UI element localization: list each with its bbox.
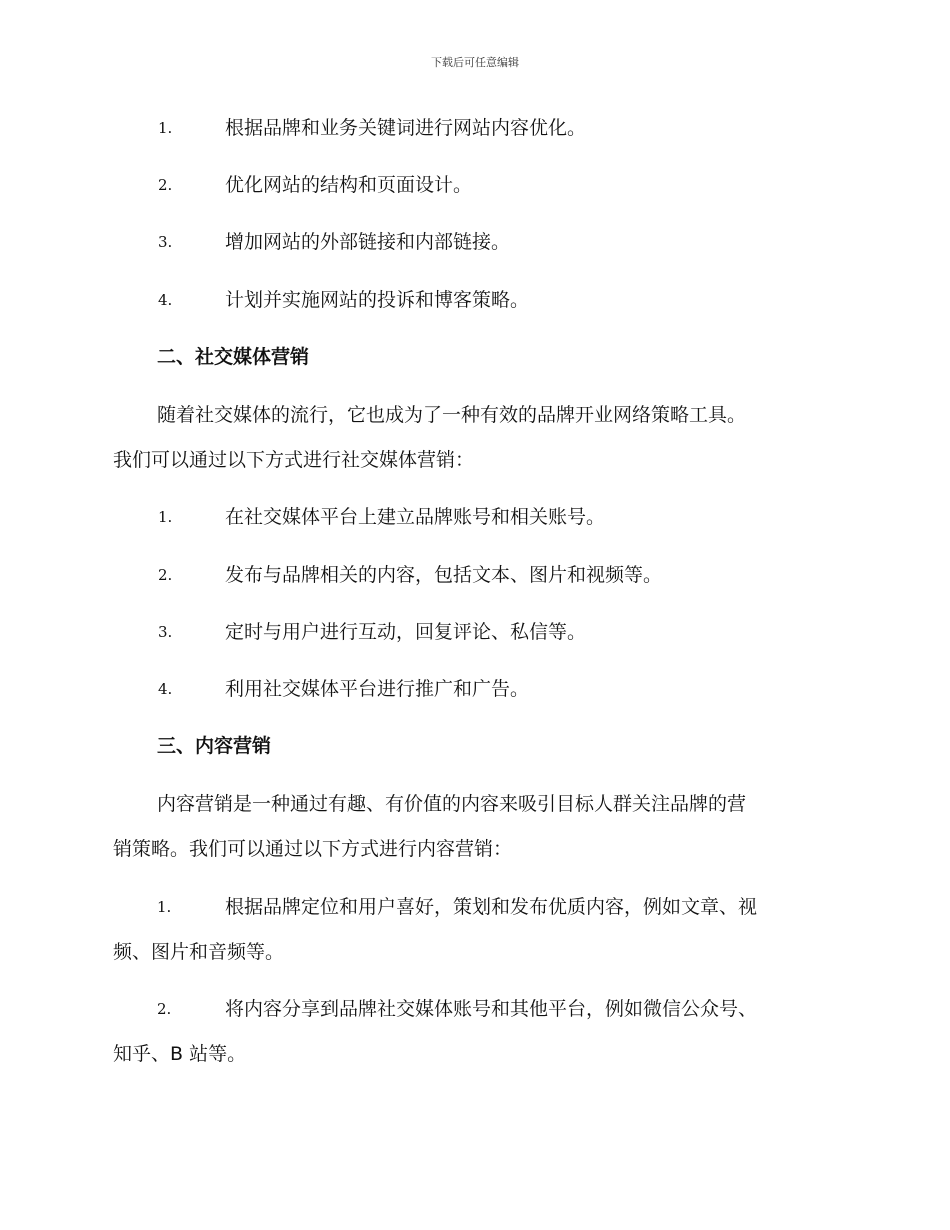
list-item — [113, 610, 833, 655]
list-text: 在社交媒体平台上建立品牌账号和相关账号。 — [225, 506, 606, 528]
list-number: 2. — [157, 1000, 172, 1018]
list-text: 增加网站的外部链接和内部链接。 — [225, 231, 511, 253]
list-number: 1. — [158, 119, 173, 137]
list-number: 2. — [158, 176, 173, 194]
list-number: 2. — [158, 566, 173, 584]
list-text: 根据品牌和业务关键词进行网站内容优化。 — [225, 117, 587, 139]
list-item — [113, 278, 833, 323]
paragraph-line: 随着社交媒体的流行，它也成为了一种有效的品牌开业网络策略工具。 — [157, 404, 747, 426]
page-header: 下载后可任意编辑 — [431, 56, 519, 69]
list-item — [113, 553, 833, 598]
list-number: 4. — [158, 680, 173, 698]
list-text: 优化网站的结构和页面设计。 — [225, 174, 473, 196]
section-heading: 二、社交媒体营销 — [157, 346, 310, 368]
list-number: 3. — [158, 233, 173, 251]
list-text-continued: 频、图片和音频等。 — [113, 941, 285, 963]
list-item — [113, 163, 833, 208]
list-item — [113, 495, 833, 540]
list-text: 将内容分享到品牌社交媒体账号和其他平台，例如微信公众号、 — [225, 998, 758, 1020]
list-item — [113, 106, 833, 151]
section-paragraph — [113, 393, 833, 483]
list-text: 发布与品牌相关的内容，包括文本、图片和视频等。 — [225, 564, 663, 586]
section-heading: 三、内容营销 — [157, 735, 272, 757]
list-text: 定时与用户进行互动，回复评论、私信等。 — [225, 621, 587, 643]
paragraph-line: 内容营销是一种通过有趣、有价值的内容来吸引目标人群关注品牌的营 — [157, 793, 747, 815]
list-number: 1. — [157, 898, 172, 916]
list-text-continued: 知乎、B 站等。 — [113, 1043, 247, 1065]
list-text: 利用社交媒体平台进行推广和广告。 — [225, 678, 530, 700]
list-item — [113, 987, 833, 1077]
list-item — [113, 220, 833, 265]
list-text: 计划并实施网站的投诉和博客策略。 — [225, 289, 530, 311]
list-item — [113, 667, 833, 712]
list-number: 3. — [158, 623, 173, 641]
list-item — [113, 885, 833, 975]
paragraph-line: 我们可以通过以下方式进行社交媒体营销： — [113, 449, 475, 471]
section-paragraph — [113, 782, 833, 872]
list-number: 4. — [158, 291, 173, 309]
paragraph-line: 销策略。我们可以通过以下方式进行内容营销： — [113, 838, 513, 860]
list-text: 根据品牌定位和用户喜好，策划和发布优质内容，例如文章、视 — [225, 896, 758, 918]
list-number: 1. — [158, 508, 173, 526]
